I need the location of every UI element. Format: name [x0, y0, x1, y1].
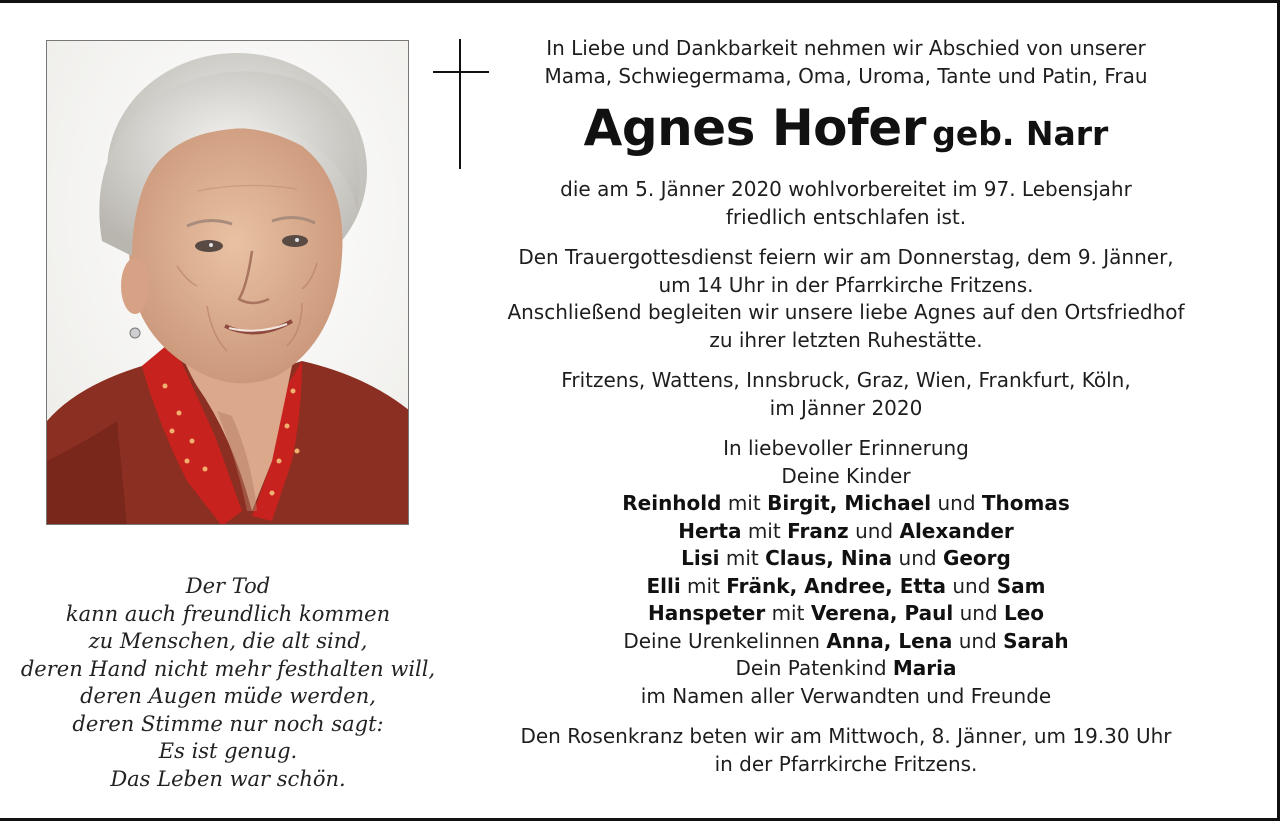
- service-line-3: Anschließend begleiten wir unsere liebe Agnes auf den Ortsfriedhof: [507, 300, 1185, 324]
- poem-line: deren Hand nicht mehr festhalten will,: [20, 656, 436, 681]
- death-line-1: die am 5. Jänner 2020 wohlvorbereitet im 97. Lebensjahr: [560, 177, 1132, 201]
- family-line: Hanspeter mit Verena, Paul und Leo: [647, 601, 1045, 625]
- godchild-line: Dein Patenkind Maria: [735, 656, 957, 680]
- portrait-illustration: [47, 41, 409, 525]
- poem-line: Der Tod: [185, 574, 271, 598]
- intro-line-2: Mama, Schwiegermama, Oma, Uroma, Tante und Patin, Frau: [544, 63, 1148, 88]
- service-line-2: um 14 Uhr in der Pfarrkirche Fritzens.: [658, 272, 1034, 297]
- deceased-name: [470, 98, 1222, 168]
- service-line-1: Den Trauergottesdienst feiern wir am Donnerstag, dem 9. Jänner,: [518, 245, 1174, 269]
- poem-line: Das Leben war schön.: [110, 766, 346, 791]
- deceased-maiden-name: geb. Narr: [932, 114, 1109, 153]
- poem-line: zu Menschen, die alt sind,: [88, 629, 368, 653]
- place-line-1: Fritzens, Wattens, Innsbruck, Graz, Wien, Frankfurt, Köln,: [561, 368, 1131, 392]
- family-line: Elli mit Fränk, Andree, Etta und Sam: [646, 573, 1046, 598]
- poem-line: deren Augen müde werden,: [80, 684, 376, 708]
- deceased-name-primary: Agnes Hofer: [583, 99, 926, 157]
- family-line: Reinhold mit Birgit, Michael und Thomas: [622, 491, 1070, 515]
- poem-line: Es ist genug.: [158, 739, 298, 763]
- obituary-text: [470, 35, 1222, 778]
- mourners-heading: In liebevoller Erinnerung: [723, 436, 969, 460]
- service-line-4: zu ihrer letzten Ruhestätte.: [709, 327, 983, 352]
- death-line-2: friedlich entschlafen ist.: [725, 204, 967, 229]
- family-line: Lisi mit Claus, Nina und Georg: [681, 546, 1011, 570]
- poem-line: deren Stimme nur noch sagt:: [72, 711, 384, 736]
- children-label: Deine Kinder: [781, 463, 911, 488]
- rosary-line-2: in der Pfarrkirche Fritzens.: [714, 751, 978, 776]
- poem-line: kann auch freundlich kommen: [65, 601, 391, 626]
- place-line-2: im Jänner 2020: [769, 395, 923, 420]
- portrait-photo: [46, 40, 409, 525]
- rosary-line-1: Den Rosenkranz beten wir am Mittwoch, 8. Jänner, um 19.30 Uhr: [520, 724, 1172, 748]
- great-grandchildren-line: Deine Urenkelinnen Anna, Lena und Sarah: [623, 628, 1069, 653]
- mourners-closing: im Namen aller Verwandten und Freunde: [640, 683, 1052, 708]
- family-line: Herta mit Franz und Alexander: [678, 518, 1014, 543]
- intro-line-1: In Liebe und Dankbarkeit nehmen wir Abschied von unserer: [546, 36, 1146, 60]
- poem: [0, 573, 456, 793]
